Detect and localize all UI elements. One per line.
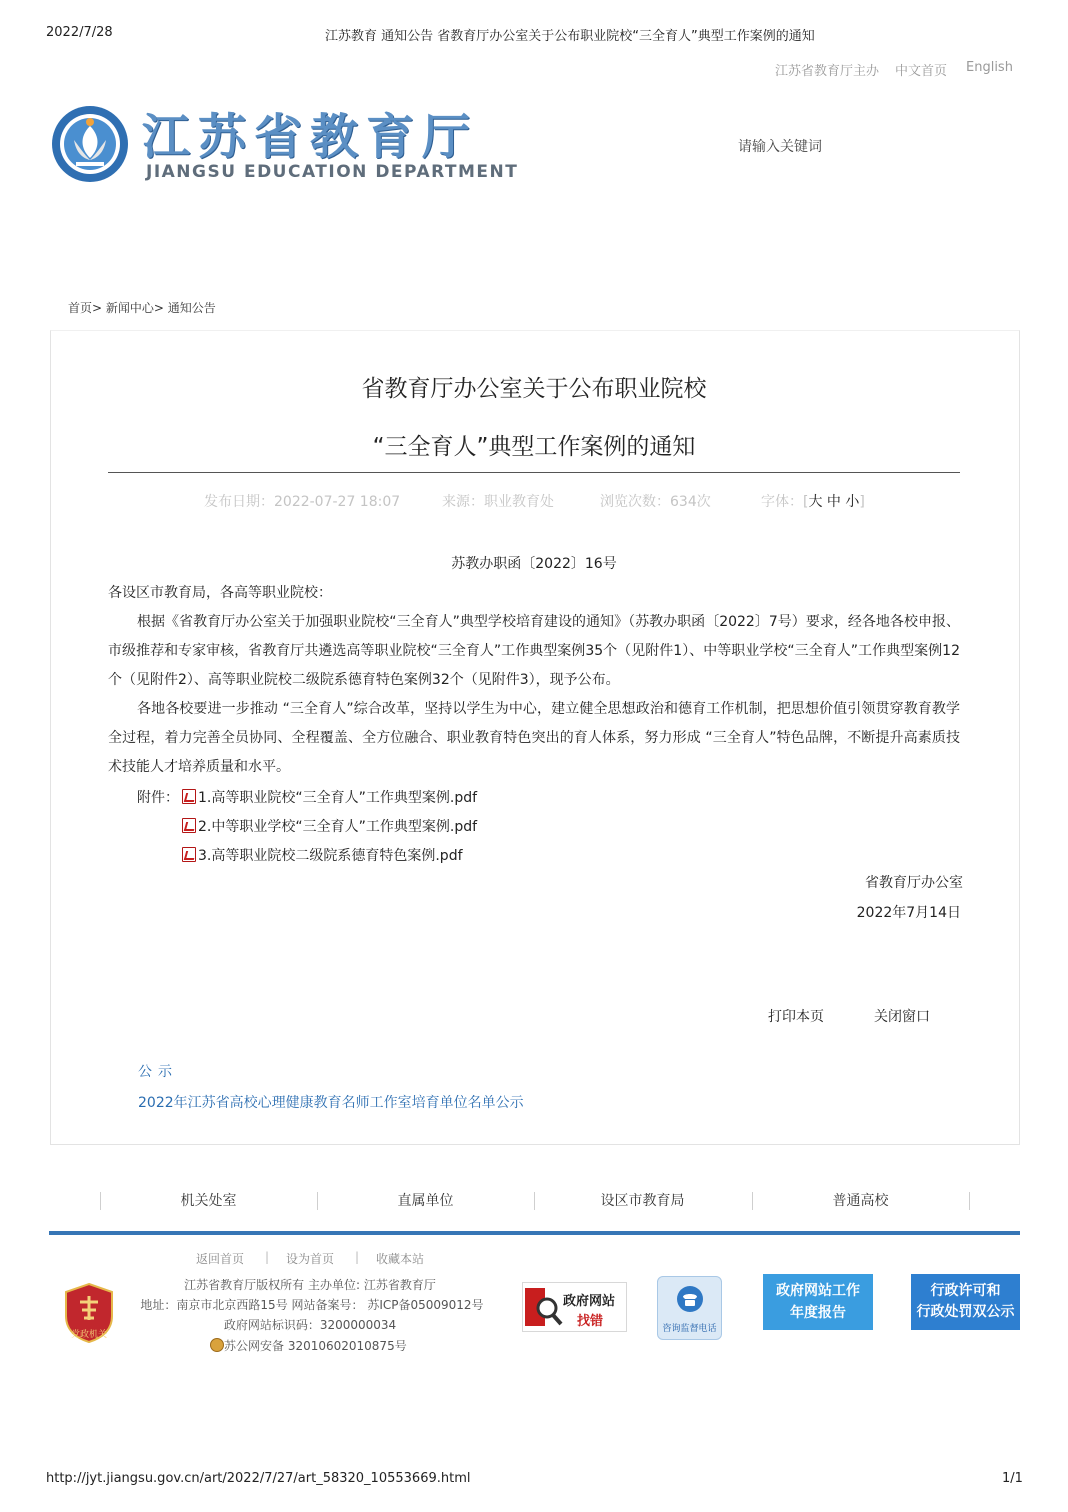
gov-site-error-report-button[interactable]	[522, 1282, 627, 1332]
magnifier-icon	[525, 1286, 565, 1330]
article-source: 来源：职业教育处	[442, 494, 554, 510]
publish-date: 发布日期：2022-07-27 18:07	[204, 494, 401, 510]
footer-copyright: 江苏省教育厅版权所有 主办单位: 江苏省教育厅	[184, 1278, 436, 1292]
font-medium-button[interactable]: 中	[826, 494, 841, 510]
top-link-sponsor[interactable]: 江苏省教育厅主办	[775, 64, 880, 79]
paragraph-1: 根据《省教育厅办公室关于加强职业院校“三全育人”典型学校培育建设的通知》（苏教办职函〔2022〕7号）要求，经各地各校申报、市级推荐和专家审核，省教育厅共遴选高等职业院校“三全育人”工作典型案例35个（见附件1）、中等职业学校“三全育人”工作典型案例12个（见附件2）、高等职业院校二级院系德育特色案例32个（见附件3），现予公布。	[108, 614, 960, 688]
breadcrumb-news[interactable]: 新闻中心>	[105, 301, 164, 315]
breadcrumb-home[interactable]: 首页>	[68, 301, 103, 315]
attachment-link-3[interactable]: 3.高等职业院校二级院系德育特色案例.pdf	[182, 845, 463, 865]
pdf-icon	[182, 847, 196, 862]
article-title-line2: “三全育人”典型工作案例的通知	[372, 434, 696, 460]
title-divider	[108, 472, 960, 473]
attachment-link-2[interactable]: 2.中等职业学校“三全育人”工作典型案例.pdf	[182, 816, 477, 836]
phone-label: 咨询监督电话	[662, 1324, 717, 1334]
print-page-number: 1/1	[1002, 1471, 1023, 1486]
footer-police-record[interactable]: 苏公网安备 32010602010875号	[210, 1337, 407, 1354]
print-url: http://jyt.jiangsu.gov.cn/art/2022/7/27/art_58320_10553669.html	[46, 1471, 471, 1486]
footer-link-separator: |	[265, 1250, 270, 1264]
footer-link-set-home[interactable]: 设为首页	[286, 1252, 335, 1266]
nav-item-universities[interactable]: 普通高校	[832, 1193, 889, 1209]
breadcrumb	[68, 299, 216, 316]
article-title-line1: 省教育厅办公室关于公布职业院校	[361, 376, 707, 402]
gov-agency-badge[interactable]	[62, 1282, 116, 1344]
close-window-button[interactable]: 关闭窗口	[874, 1009, 930, 1025]
pdf-icon	[182, 818, 196, 833]
bottom-nav	[100, 1190, 970, 1212]
logo-chinese-text: 江苏省教育厅	[142, 109, 479, 165]
print-button[interactable]: 打印本页	[768, 1009, 824, 1025]
nav-item-affiliates[interactable]: 直属单位	[397, 1193, 454, 1209]
supervision-hotline-button[interactable]	[657, 1276, 722, 1340]
police-badge-icon	[210, 1338, 224, 1352]
nav-item-city-bureaus[interactable]: 设区市教育局	[600, 1193, 685, 1209]
footer-divider	[49, 1231, 1020, 1235]
nav-divider	[969, 1192, 970, 1210]
print-date: 2022/7/28	[46, 25, 113, 40]
font-size-selector: 字体：[大 中 小]	[761, 494, 865, 510]
notice-heading: 公示	[138, 1064, 178, 1080]
attachments-label: 附件：	[137, 790, 179, 806]
telephone-icon	[675, 1285, 705, 1313]
salutation: 各设区市教育局，各高等职业院校：	[108, 585, 332, 601]
footer-site-id: 政府网站标识码：3200000034	[223, 1318, 397, 1332]
paragraph-2: 各地各校要进一步推动 “三全育人”综合改革，坚持以学生为中心，建立健全思想政治和德育工作机制，把思想价值引领贯穿教育教学全过程，着力完善全员协同、全程覆盖、全方位融合、职业教育特色突出的育人体系，努力形成 “三全育人”特色品牌，不断提升高素质技术技能人才培养质量和水平。	[108, 701, 960, 775]
gov-error-line2: 找错	[577, 1314, 604, 1329]
print-title: 江苏教育 通知公告 省教育厅办公室关于公布职业院校“三全育人”典型工作案例的通知	[325, 29, 815, 44]
emblem-icon	[50, 104, 130, 184]
attachment-link-1[interactable]: 1.高等职业院校“三全育人”工作典型案例.pdf	[182, 787, 477, 807]
font-big-button[interactable]: 大	[808, 494, 823, 510]
view-count: 浏览次数：634次	[600, 494, 711, 510]
search-input[interactable]: 请输入关键词	[738, 139, 822, 155]
font-small-button[interactable]: 小	[845, 494, 860, 510]
footer-link-bookmark[interactable]: 收藏本站	[376, 1252, 425, 1266]
badge-label: 党政机关	[70, 1330, 107, 1340]
signature: 省教育厅办公室	[865, 875, 963, 891]
footer-address: 地址：南京市北京西路15号 网站备案号： 苏ICP备05009012号	[140, 1298, 484, 1312]
nav-item-departments[interactable]: 机关处室	[180, 1193, 237, 1209]
gov-error-line1: 政府网站	[563, 1294, 616, 1309]
document-number: 苏教办职函〔2022〕16号	[451, 556, 617, 572]
logo-english-text: JIANGSU EDUCATION DEPARTMENT	[146, 162, 519, 182]
annual-report-button[interactable]: 政府网站工作 年度报告	[763, 1274, 873, 1330]
footer-link-separator: |	[355, 1250, 360, 1264]
top-link-chinese[interactable]: 中文首页	[895, 64, 948, 79]
pdf-icon	[182, 789, 196, 804]
sign-date: 2022年7月14日	[856, 905, 961, 921]
breadcrumb-notices[interactable]: 通知公告	[167, 301, 216, 315]
site-logo[interactable]	[50, 104, 519, 188]
footer-link-home[interactable]: 返回首页	[196, 1252, 245, 1266]
permit-penalty-disclosure-button[interactable]: 行政许可和 行政处罚双公示	[911, 1274, 1020, 1330]
notice-link[interactable]: 2022年江苏省高校心理健康教育名师工作室培育单位名单公示	[138, 1095, 524, 1111]
top-link-english[interactable]: English	[966, 60, 1013, 75]
